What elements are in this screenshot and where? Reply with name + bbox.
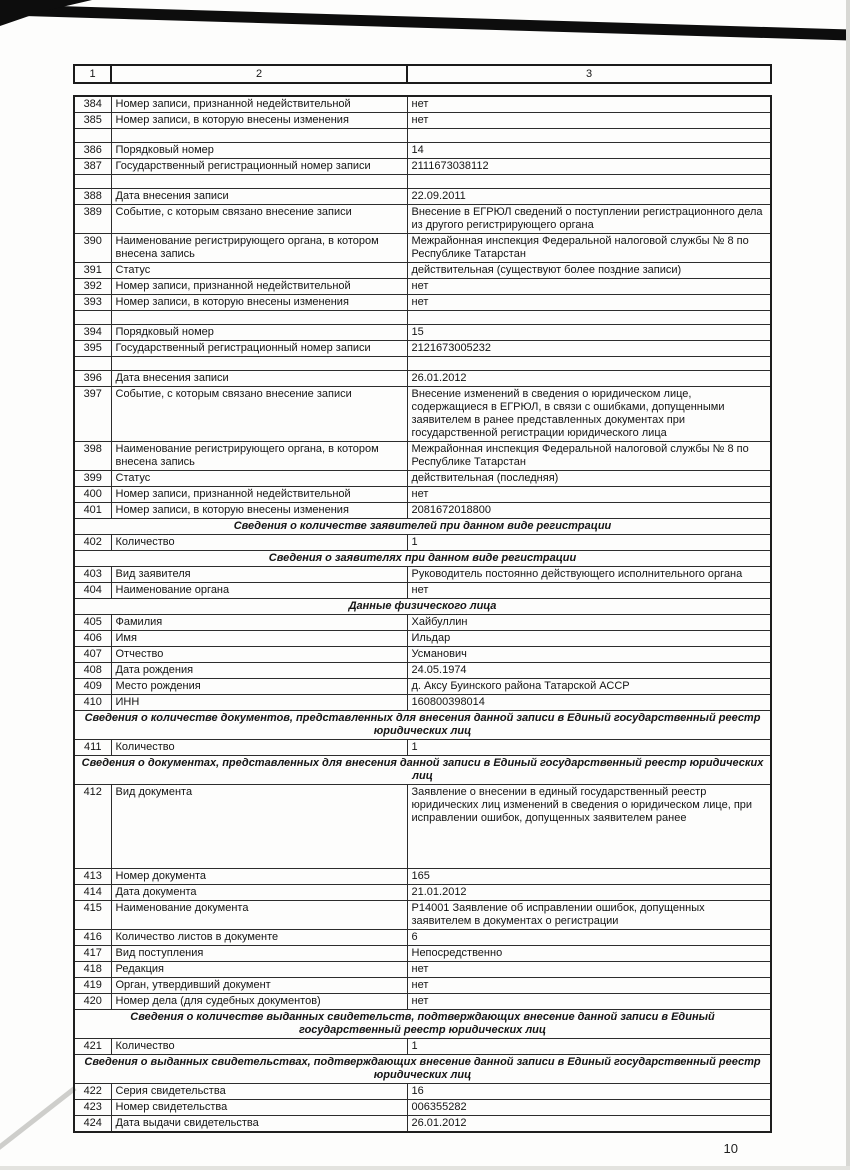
registry-row-385: [74, 113, 771, 129]
registry-row-404: [74, 583, 771, 599]
field-label: Вид документа: [111, 785, 407, 869]
section-title: Сведения о заявителях при данном виде регистрации: [74, 551, 771, 567]
field-label: Номер записи, в которую внесены изменения: [111, 295, 407, 311]
field-value: нет: [407, 96, 771, 113]
registry-row-422: [74, 1084, 771, 1100]
row-number: 386: [74, 143, 111, 159]
row-number: 415: [74, 901, 111, 930]
registry-row-401: [74, 503, 771, 519]
row-number: 407: [74, 647, 111, 663]
registry-row-405: [74, 615, 771, 631]
field-value: Руководитель постоянно действующего исполнительного органа: [407, 567, 771, 583]
field-value: 1: [407, 740, 771, 756]
registry-row-386: [74, 143, 771, 159]
registry-row-415: [74, 901, 771, 930]
field-label: Дата рождения: [111, 663, 407, 679]
empty-cell: [74, 311, 111, 325]
field-value: нет: [407, 978, 771, 994]
field-value: Непосредственно: [407, 946, 771, 962]
registry-row-399: [74, 471, 771, 487]
field-value: 26.01.2012: [407, 1116, 771, 1133]
row-number: 390: [74, 234, 111, 263]
registry-records-table: [73, 95, 772, 1133]
field-value: 2121673005232: [407, 341, 771, 357]
section-row: [74, 551, 771, 567]
row-number: 408: [74, 663, 111, 679]
row-number: 399: [74, 471, 111, 487]
spacer-row: [74, 311, 771, 325]
page-number: 10: [723, 1141, 738, 1156]
spacer-row: [74, 129, 771, 143]
registry-row-416: [74, 930, 771, 946]
field-label: Номер записи, в которую внесены изменения: [111, 503, 407, 519]
registry-row-421: [74, 1039, 771, 1055]
registry-row-384: [74, 96, 771, 113]
field-label: Количество: [111, 535, 407, 551]
field-value: д. Аксу Буинского района Татарской АССР: [407, 679, 771, 695]
field-label: Номер записи, признанной недействительной: [111, 279, 407, 295]
row-number: 393: [74, 295, 111, 311]
empty-cell: [111, 175, 407, 189]
row-number: 405: [74, 615, 111, 631]
registry-row-411: [74, 740, 771, 756]
field-value: Межрайонная инспекция Федеральной налоговой службы № 8 по Республике Татарстан: [407, 234, 771, 263]
field-label: Редакция: [111, 962, 407, 978]
row-number: 414: [74, 885, 111, 901]
registry-row-387: [74, 159, 771, 175]
field-value: Усманович: [407, 647, 771, 663]
field-label: Номер записи, в которую внесены изменения: [111, 113, 407, 129]
registry-row-391: [74, 263, 771, 279]
field-value: 6: [407, 930, 771, 946]
field-label: Событие, с которым связано внесение записи: [111, 387, 407, 442]
scan-artifact-top-line: [0, 4, 850, 41]
empty-cell: [111, 129, 407, 143]
field-value: нет: [407, 994, 771, 1010]
field-value: 16: [407, 1084, 771, 1100]
column-header-table: [73, 64, 772, 84]
field-value: нет: [407, 113, 771, 129]
column-header-2: 2: [111, 65, 407, 83]
field-label: Статус: [111, 263, 407, 279]
field-label: Статус: [111, 471, 407, 487]
field-value: 21.01.2012: [407, 885, 771, 901]
field-label: Отчество: [111, 647, 407, 663]
field-label: Серия свидетельства: [111, 1084, 407, 1100]
field-value: 006355282: [407, 1100, 771, 1116]
field-value: 2111673038112: [407, 159, 771, 175]
field-value: Хайбуллин: [407, 615, 771, 631]
registry-row-414: [74, 885, 771, 901]
row-number: 420: [74, 994, 111, 1010]
field-label: Наименование документа: [111, 901, 407, 930]
field-label: Орган, утвердивший документ: [111, 978, 407, 994]
registry-row-410: [74, 695, 771, 711]
row-number: 400: [74, 487, 111, 503]
section-row: [74, 599, 771, 615]
registry-row-395: [74, 341, 771, 357]
registry-row-403: [74, 567, 771, 583]
registry-row-417: [74, 946, 771, 962]
field-label: Дата внесения записи: [111, 371, 407, 387]
empty-cell: [407, 175, 771, 189]
field-value: Ильдар: [407, 631, 771, 647]
field-label: Количество: [111, 1039, 407, 1055]
row-number: 411: [74, 740, 111, 756]
field-label: Порядковый номер: [111, 325, 407, 341]
registry-row-390: [74, 234, 771, 263]
field-label: Наименование регистрирующего органа, в котором внесена запись: [111, 442, 407, 471]
field-label: Государственный регистрационный номер записи: [111, 159, 407, 175]
field-value: 1: [407, 1039, 771, 1055]
spacer-row: [74, 357, 771, 371]
section-title: Сведения о документах, представленных для внесения данной записи в Единый государственный реестр юридических лиц: [74, 756, 771, 785]
section-row: [74, 519, 771, 535]
section-row: [74, 1010, 771, 1039]
registry-row-409: [74, 679, 771, 695]
field-value: Межрайонная инспекция Федеральной налоговой службы № 8 по Республике Татарстан: [407, 442, 771, 471]
registry-row-407: [74, 647, 771, 663]
row-number: 388: [74, 189, 111, 205]
column-header-1: 1: [74, 65, 111, 83]
registry-row-400: [74, 487, 771, 503]
row-number: 384: [74, 96, 111, 113]
field-value: Заявление о внесении в единый государственный реестр юридических лиц изменений в сведения о юридическом лице, при исправлении ошибок, допущенных заявителем ранее: [407, 785, 771, 869]
registry-row-412: [74, 785, 771, 869]
row-number: 385: [74, 113, 111, 129]
field-value: 14: [407, 143, 771, 159]
registry-row-402: [74, 535, 771, 551]
field-label: Дата документа: [111, 885, 407, 901]
spacer-row: [74, 175, 771, 189]
empty-cell: [407, 129, 771, 143]
registry-row-393: [74, 295, 771, 311]
registry-row-388: [74, 189, 771, 205]
empty-cell: [74, 129, 111, 143]
row-number: 402: [74, 535, 111, 551]
row-number: 394: [74, 325, 111, 341]
field-value: 24.05.1974: [407, 663, 771, 679]
row-number: 403: [74, 567, 111, 583]
row-number: 418: [74, 962, 111, 978]
registry-row-392: [74, 279, 771, 295]
field-value: действительная (последняя): [407, 471, 771, 487]
row-number: 416: [74, 930, 111, 946]
row-number: 409: [74, 679, 111, 695]
registry-row-420: [74, 994, 771, 1010]
empty-cell: [111, 311, 407, 325]
field-value: Р14001 Заявление об исправлении ошибок, допущенных заявителем в документах о регистрации: [407, 901, 771, 930]
field-value: 160800398014: [407, 695, 771, 711]
field-value: действительная (существуют более поздние записи): [407, 263, 771, 279]
field-label: Место рождения: [111, 679, 407, 695]
registry-row-406: [74, 631, 771, 647]
row-number: 387: [74, 159, 111, 175]
row-number: 398: [74, 442, 111, 471]
field-label: Событие, с которым связано внесение записи: [111, 205, 407, 234]
field-value: 15: [407, 325, 771, 341]
row-number: 421: [74, 1039, 111, 1055]
field-value: нет: [407, 295, 771, 311]
section-title: Сведения о выданных свидетельствах, подтверждающих внесение данной записи в Единый государственный реестр юридических лиц: [74, 1055, 771, 1084]
section-title: Данные физического лица: [74, 599, 771, 615]
field-value: 2081672018800: [407, 503, 771, 519]
registry-row-423: [74, 1100, 771, 1116]
registry-row-413: [74, 869, 771, 885]
field-value: Внесение в ЕГРЮЛ сведений о поступлении регистрационного дела из другого регистрирующего органа: [407, 205, 771, 234]
registry-row-396: [74, 371, 771, 387]
field-label: Номер документа: [111, 869, 407, 885]
field-value: нет: [407, 279, 771, 295]
row-number: 410: [74, 695, 111, 711]
field-label: Наименование регистрирующего органа, в котором внесена запись: [111, 234, 407, 263]
scan-edge-bottom: [0, 1166, 850, 1170]
row-number: 423: [74, 1100, 111, 1116]
field-label: Номер свидетельства: [111, 1100, 407, 1116]
section-title: Сведения о количестве выданных свидетельств, подтверждающих внесение данной записи в Единый государственный реестр юридических лиц: [74, 1010, 771, 1039]
field-value: 1: [407, 535, 771, 551]
scan-artifact-bottom-smudge: [0, 1086, 77, 1164]
empty-cell: [74, 357, 111, 371]
field-label: ИНН: [111, 695, 407, 711]
field-label: Номер записи, признанной недействительной: [111, 96, 407, 113]
row-number: 396: [74, 371, 111, 387]
field-value: нет: [407, 487, 771, 503]
field-label: Государственный регистрационный номер записи: [111, 341, 407, 357]
field-label: Дата выдачи свидетельства: [111, 1116, 407, 1133]
row-number: 404: [74, 583, 111, 599]
registry-row-398: [74, 442, 771, 471]
section-title: Сведения о количестве документов, представленных для внесения данной записи в Единый государственный реестр юридических лиц: [74, 711, 771, 740]
section-title: Сведения о количестве заявителей при данном виде регистрации: [74, 519, 771, 535]
registry-row-394: [74, 325, 771, 341]
row-number: 392: [74, 279, 111, 295]
column-header-row: [74, 65, 771, 83]
field-label: Порядковый номер: [111, 143, 407, 159]
field-label: Номер записи, признанной недействительной: [111, 487, 407, 503]
column-header-3: 3: [407, 65, 771, 83]
scan-edge-right: [846, 0, 850, 1170]
empty-cell: [407, 357, 771, 371]
row-number: 422: [74, 1084, 111, 1100]
field-value: 26.01.2012: [407, 371, 771, 387]
row-number: 391: [74, 263, 111, 279]
field-label: Имя: [111, 631, 407, 647]
registry-row-418: [74, 962, 771, 978]
registry-row-397: [74, 387, 771, 442]
empty-cell: [74, 175, 111, 189]
registry-table-body: [74, 96, 771, 1132]
registry-row-408: [74, 663, 771, 679]
registry-row-419: [74, 978, 771, 994]
section-row: [74, 1055, 771, 1084]
row-number: 389: [74, 205, 111, 234]
field-value: Внесение изменений в сведения о юридическом лице, содержащиеся в ЕГРЮЛ, в связи с ошибками, допущенными заявителем в ранее представленных документах при государственной регистрации юридического лица: [407, 387, 771, 442]
row-number: 397: [74, 387, 111, 442]
empty-cell: [111, 357, 407, 371]
registry-row-389: [74, 205, 771, 234]
row-number: 412: [74, 785, 111, 869]
field-label: Дата внесения записи: [111, 189, 407, 205]
row-number: 424: [74, 1116, 111, 1133]
field-label: Вид заявителя: [111, 567, 407, 583]
field-value: 22.09.2011: [407, 189, 771, 205]
row-number: 406: [74, 631, 111, 647]
field-label: Наименование органа: [111, 583, 407, 599]
empty-cell: [407, 311, 771, 325]
field-label: Количество листов в документе: [111, 930, 407, 946]
section-row: [74, 756, 771, 785]
row-number: 413: [74, 869, 111, 885]
registry-row-424: [74, 1116, 771, 1133]
field-value: нет: [407, 962, 771, 978]
field-label: Номер дела (для судебных документов): [111, 994, 407, 1010]
row-number: 417: [74, 946, 111, 962]
row-number: 419: [74, 978, 111, 994]
row-number: 395: [74, 341, 111, 357]
field-value: нет: [407, 583, 771, 599]
field-value: 165: [407, 869, 771, 885]
field-label: Количество: [111, 740, 407, 756]
row-number: 401: [74, 503, 111, 519]
field-label: Фамилия: [111, 615, 407, 631]
field-label: Вид поступления: [111, 946, 407, 962]
section-row: [74, 711, 771, 740]
